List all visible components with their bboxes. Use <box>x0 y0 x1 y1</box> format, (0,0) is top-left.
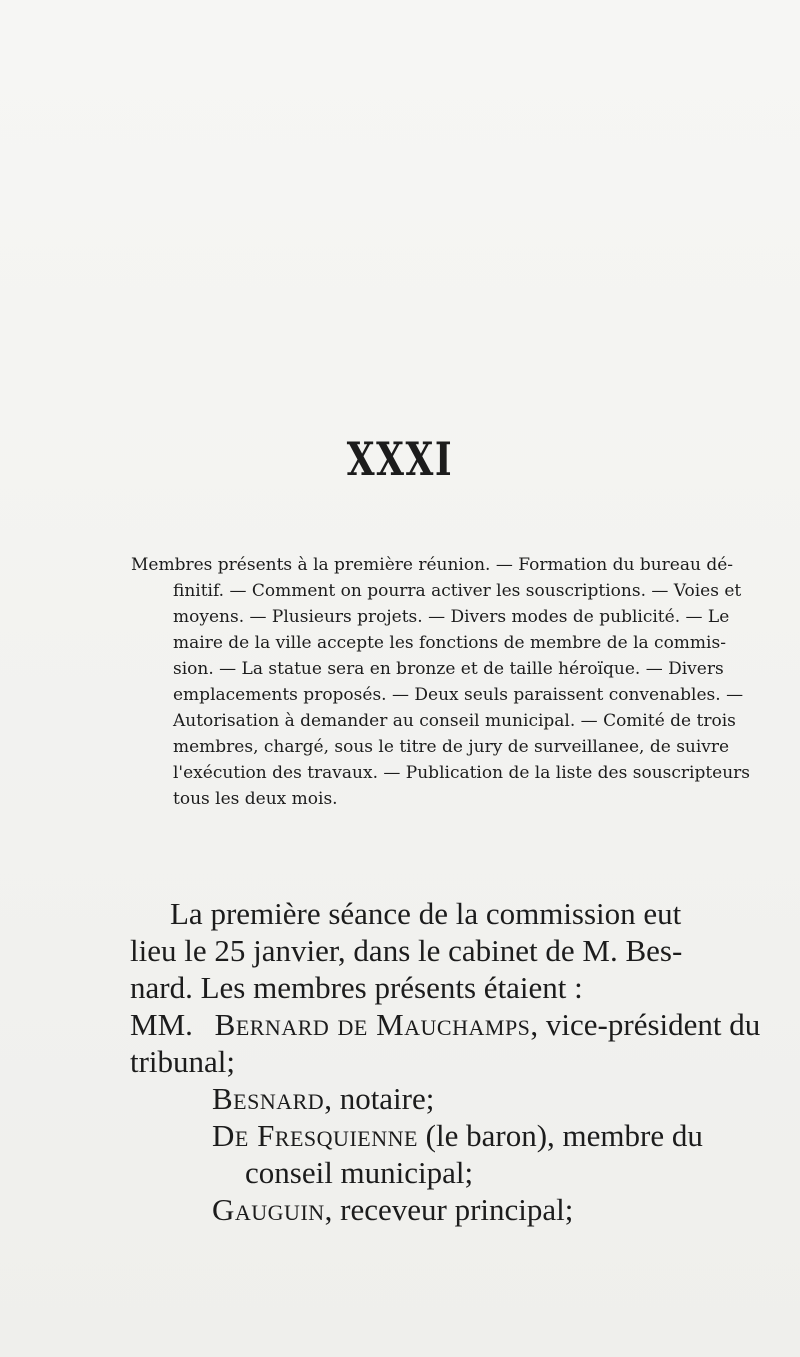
summary-line: membres, chargé, sous le titre de jury de surveillanee, de suivre <box>173 737 730 757</box>
member-role: (le baron), membre du <box>417 1118 703 1153</box>
member-role: , notaire; <box>324 1081 435 1116</box>
member-entry <box>130 1191 762 1228</box>
member-role: , receveur principal; <box>324 1192 574 1227</box>
member-entry <box>130 1006 762 1080</box>
member-name: Besnard <box>212 1081 325 1116</box>
member-role: , vice-président <box>530 1007 722 1042</box>
summary-line: tous les deux mois. <box>173 789 338 809</box>
summary-line: emplacements proposés. — Deux seuls paraissent convenables. — <box>173 685 744 705</box>
member-name: Bernard de Mauchamps <box>214 1007 531 1042</box>
chapter-summary <box>131 552 761 812</box>
summary-line: Membres présents à la première réunion. — Formation du bureau dé- <box>131 555 734 575</box>
summary-line: l'exécution des travaux. — Publication de la liste des souscripteurs <box>173 763 751 783</box>
summary-line: Autorisation à demander au conseil municipal. — Comité de trois <box>173 711 736 731</box>
member-role-continued: conseil municipal; <box>245 1155 474 1190</box>
mm-prefix: MM. <box>130 1007 193 1042</box>
member-name: De Fresquienne <box>212 1118 418 1153</box>
chapter-number: XXXI <box>346 432 454 486</box>
main-text <box>130 895 762 1228</box>
body-line: nard. Les membres présents étaient : <box>130 970 583 1005</box>
member-role-continued: du tribunal; <box>130 1007 761 1079</box>
body-line: La première séance de la commission eut <box>170 896 682 931</box>
summary-line: moyens. — Plusieurs projets. — Divers modes de publicité. — Le <box>173 607 730 627</box>
member-entry <box>130 1080 762 1117</box>
member-entry <box>130 1117 762 1191</box>
summary-line: sion. — La statue sera en bronze et de taille héroïque. — Divers <box>173 659 724 679</box>
summary-line: finitif. — Comment on pourra activer les souscriptions. — Voies et <box>173 581 742 601</box>
summary-line: maire de la ville accepte les fonctions de membre de la commis- <box>173 633 726 653</box>
body-line: lieu le 25 janvier, dans le cabinet de M. Bes- <box>130 933 683 968</box>
member-name: Gauguin <box>212 1192 325 1227</box>
